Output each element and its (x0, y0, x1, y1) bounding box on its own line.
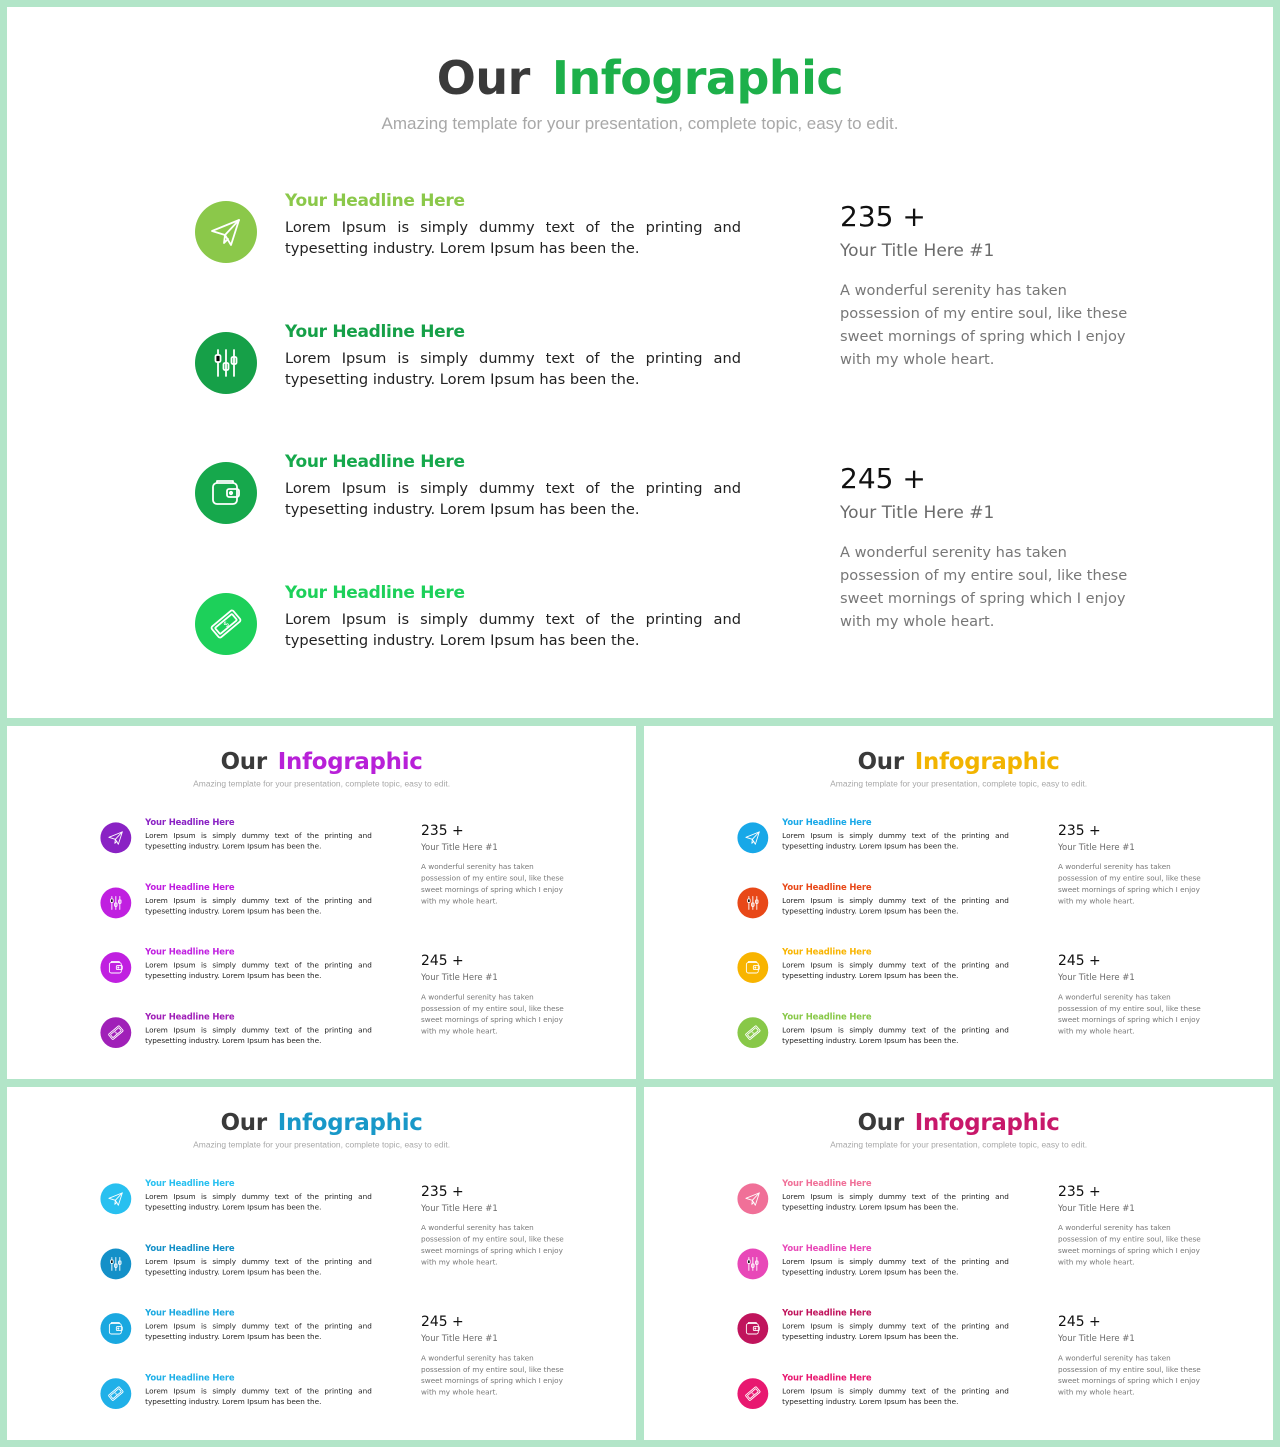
title-part-2: Infographic (277, 747, 423, 775)
item-headline: Your Headline Here (145, 1012, 235, 1023)
feature-item (737, 1243, 1015, 1289)
item-text: Lorem Ipsum is simply dummy text of the printing and typesetting industry. Lorem Ipsum has been the. (145, 896, 372, 916)
item-text: Lorem Ipsum is simply dummy text of the printing and typesetting industry. Lorem Ipsum has been the. (285, 611, 741, 649)
stat-number: 235 + (421, 1182, 464, 1200)
slide-content (7, 7, 1273, 718)
sliders-icon (737, 1249, 768, 1280)
feature-item (100, 882, 378, 928)
feature-item (100, 817, 378, 862)
stat-description: A wonderful serenity has taken possession of my entire soul, like these sweet mornings of spring which I enjoy with my whole heart. (840, 544, 1128, 630)
item-text: Lorem Ipsum is simply dummy text of the printing and typesetting industry. Lorem Ipsum has been the. (782, 1192, 1009, 1212)
stat-number: 235 + (1058, 821, 1101, 839)
stat-number: 235 + (840, 200, 926, 233)
slide-blue (7, 1087, 636, 1440)
item-text: Lorem Ipsum is simply dummy text of the printing and typesetting industry. Lorem Ipsum has been the. (782, 831, 1009, 851)
title-part-1: Our (857, 747, 904, 775)
item-headline: Your Headline Here (782, 1243, 872, 1254)
feature-item (737, 817, 1015, 862)
feature-item (100, 1373, 378, 1418)
stat-title: Your Title Here #1 (1058, 1203, 1135, 1214)
feature-item (737, 1012, 1015, 1057)
stat-title: Your Title Here #1 (421, 1203, 498, 1214)
item-text: Lorem Ipsum is simply dummy text of the printing and typesetting industry. Lorem Ipsum has been the. (145, 1322, 372, 1341)
item-headline: Your Headline Here (145, 1243, 235, 1254)
item-text: Lorem Ipsum is simply dummy text of the printing and typesetting industry. Lorem Ipsum has been the. (782, 1322, 1009, 1341)
paper-plane-icon (195, 201, 257, 263)
item-headline: Your Headline Here (145, 1373, 235, 1384)
paper-plane-icon (100, 1183, 131, 1214)
stat-block (1058, 1313, 1207, 1398)
item-headline: Your Headline Here (285, 583, 465, 603)
item-headline: Your Headline Here (782, 1308, 872, 1319)
feature-item (100, 947, 378, 992)
slide-main (7, 7, 1273, 718)
item-headline: Your Headline Here (285, 452, 465, 472)
stat-block (421, 822, 570, 907)
item-headline: Your Headline Here (145, 1308, 235, 1319)
stat-number: 235 + (1058, 1182, 1101, 1200)
title-part-2: Infographic (914, 747, 1060, 775)
item-text: Lorem Ipsum is simply dummy text of the printing and typesetting industry. Lorem Ipsum has been the. (782, 1387, 1009, 1407)
wallet-icon (737, 1313, 768, 1344)
svg-text:$: $ (113, 1390, 119, 1397)
slide-yellow (644, 726, 1273, 1079)
stat-block (421, 1183, 570, 1268)
feature-item (100, 1243, 378, 1289)
slide-title (7, 749, 636, 774)
item-headline: Your Headline Here (285, 191, 465, 211)
stat-number: 235 + (421, 821, 464, 839)
item-headline: Your Headline Here (782, 1178, 872, 1189)
slide-subtitle: Amazing template for your presentation, complete topic, easy to edit. (193, 779, 451, 789)
slide-title (7, 53, 1273, 104)
feature-item (195, 191, 755, 281)
item-headline: Your Headline Here (782, 882, 872, 893)
stat-title: Your Title Here #1 (421, 1333, 498, 1344)
slide-title (7, 1110, 636, 1135)
title-part-2: Infographic (551, 51, 844, 105)
slide-content (644, 1087, 1273, 1440)
item-headline: Your Headline Here (145, 817, 235, 828)
item-text: Lorem Ipsum is simply dummy text of the printing and typesetting industry. Lorem Ipsum has been the. (285, 350, 741, 388)
stat-title: Your Title Here #1 (1058, 1333, 1135, 1344)
money-icon (737, 1378, 768, 1409)
title-part-1: Our (220, 747, 267, 775)
svg-text:$: $ (750, 1029, 756, 1036)
slide-pink (644, 1087, 1273, 1440)
slide-subtitle: Amazing template for your presentation, complete topic, easy to edit. (381, 114, 899, 133)
slide-content (7, 726, 636, 1079)
item-headline: Your Headline Here (782, 1012, 872, 1023)
item-text: Lorem Ipsum is simply dummy text of the printing and typesetting industry. Lorem Ipsum has been the. (145, 1257, 372, 1277)
title-part-2: Infographic (277, 1108, 423, 1136)
stat-number: 245 + (1058, 952, 1101, 969)
slide-title (644, 1110, 1273, 1135)
paper-plane-icon (737, 822, 768, 853)
stat-block (1058, 822, 1207, 907)
stat-block (1058, 952, 1207, 1037)
stat-block (1058, 1183, 1207, 1268)
item-text: Lorem Ipsum is simply dummy text of the printing and typesetting industry. Lorem Ipsum has been the. (782, 896, 1009, 916)
stat-title: Your Title Here #1 (1058, 972, 1135, 983)
feature-item (737, 1178, 1015, 1223)
title-part-1: Our (857, 1108, 904, 1136)
slide-title (644, 749, 1273, 774)
stat-description: A wonderful serenity has taken possession of my entire soul, like these sweet mornings of spring which I enjoy with my whole heart. (421, 1223, 564, 1267)
stat-title: Your Title Here #1 (840, 241, 995, 261)
paper-plane-icon (100, 822, 131, 853)
svg-text:$: $ (750, 1390, 756, 1397)
sliders-icon (737, 888, 768, 919)
item-text: Lorem Ipsum is simply dummy text of the printing and typesetting industry. Lorem Ipsum has been the. (782, 1026, 1009, 1046)
stat-block (421, 1313, 570, 1398)
item-headline: Your Headline Here (145, 882, 235, 893)
stat-description: A wonderful serenity has taken possession of my entire soul, like these sweet mornings of spring which I enjoy with my whole heart. (421, 1353, 564, 1397)
slide-subtitle: Amazing template for your presentation, complete topic, easy to edit. (193, 1140, 451, 1150)
feature-item (737, 1308, 1015, 1353)
feature-item (100, 1178, 378, 1223)
stat-block (840, 462, 1140, 633)
feature-item (100, 1308, 378, 1353)
svg-text:$: $ (113, 1029, 119, 1036)
item-text: Lorem Ipsum is simply dummy text of the printing and typesetting industry. Lorem Ipsum has been the. (145, 831, 372, 851)
stat-title: Your Title Here #1 (421, 972, 498, 983)
stat-number: 245 + (421, 1313, 464, 1330)
title-part-2: Infographic (914, 1108, 1060, 1136)
stat-block (840, 200, 1140, 371)
stat-title: Your Title Here #1 (840, 503, 995, 523)
stat-block (421, 952, 570, 1037)
stat-description: A wonderful serenity has taken possession of my entire soul, like these sweet mornings of spring which I enjoy with my whole heart. (840, 282, 1128, 368)
title-part-1: Our (436, 51, 530, 105)
stat-number: 245 + (840, 462, 926, 495)
stat-number: 245 + (1058, 1313, 1101, 1330)
wallet-icon (100, 1313, 131, 1344)
feature-item (737, 947, 1015, 992)
stat-description: A wonderful serenity has taken possession of my entire soul, like these sweet mornings of spring which I enjoy with my whole heart. (1058, 992, 1201, 1036)
stat-title: Your Title Here #1 (421, 842, 498, 853)
feature-item (737, 1373, 1015, 1418)
item-headline: Your Headline Here (285, 322, 465, 342)
slide-content (7, 1087, 636, 1440)
money-icon (100, 1378, 131, 1409)
item-text: Lorem Ipsum is simply dummy text of the printing and typesetting industry. Lorem Ipsum has been the. (782, 1257, 1009, 1277)
stat-description: A wonderful serenity has taken possession of my entire soul, like these sweet mornings of spring which I enjoy with my whole heart. (421, 862, 564, 906)
feature-item (195, 322, 755, 412)
wallet-icon (195, 462, 257, 524)
feature-item (737, 882, 1015, 928)
item-headline: Your Headline Here (782, 947, 872, 958)
item-text: Lorem Ipsum is simply dummy text of the printing and typesetting industry. Lorem Ipsum has been the. (145, 961, 372, 980)
item-text: Lorem Ipsum is simply dummy text of the printing and typesetting industry. Lorem Ipsum has been the. (145, 1026, 372, 1046)
title-part-1: Our (220, 1108, 267, 1136)
stat-number: 245 + (421, 952, 464, 969)
sliders-icon (100, 888, 131, 919)
item-text: Lorem Ipsum is simply dummy text of the printing and typesetting industry. Lorem Ipsum has been the. (145, 1387, 372, 1407)
slide-content (644, 726, 1273, 1079)
item-text: Lorem Ipsum is simply dummy text of the printing and typesetting industry. Lorem Ipsum has been the. (145, 1192, 372, 1212)
item-headline: Your Headline Here (782, 817, 872, 828)
stat-title: Your Title Here #1 (1058, 842, 1135, 853)
stat-description: A wonderful serenity has taken possession of my entire soul, like these sweet mornings of spring which I enjoy with my whole heart. (421, 992, 564, 1036)
slide-purple (7, 726, 636, 1079)
stat-description: A wonderful serenity has taken possession of my entire soul, like these sweet mornings of spring which I enjoy with my whole heart. (1058, 1223, 1201, 1267)
stat-description: A wonderful serenity has taken possession of my entire soul, like these sweet mornings of spring which I enjoy with my whole heart. (1058, 1353, 1201, 1397)
feature-item (195, 452, 755, 542)
money-icon (195, 593, 257, 655)
item-headline: Your Headline Here (782, 1373, 872, 1384)
svg-text:$: $ (221, 619, 232, 630)
wallet-icon (100, 952, 131, 983)
paper-plane-icon (737, 1183, 768, 1214)
money-icon (100, 1017, 131, 1048)
item-headline: Your Headline Here (145, 1178, 235, 1189)
item-text: Lorem Ipsum is simply dummy text of the printing and typesetting industry. Lorem Ipsum has been the. (782, 961, 1009, 980)
sliders-icon (100, 1249, 131, 1280)
feature-item (100, 1012, 378, 1057)
money-icon (737, 1017, 768, 1048)
slide-subtitle: Amazing template for your presentation, complete topic, easy to edit. (830, 1140, 1088, 1150)
wallet-icon (737, 952, 768, 983)
sliders-icon (195, 332, 257, 394)
slide-subtitle: Amazing template for your presentation, complete topic, easy to edit. (830, 779, 1088, 789)
item-text: Lorem Ipsum is simply dummy text of the printing and typesetting industry. Lorem Ipsum has been the. (285, 219, 741, 257)
item-headline: Your Headline Here (145, 947, 235, 958)
item-text: Lorem Ipsum is simply dummy text of the printing and typesetting industry. Lorem Ipsum has been the. (285, 480, 741, 518)
stat-description: A wonderful serenity has taken possession of my entire soul, like these sweet mornings of spring which I enjoy with my whole heart. (1058, 862, 1201, 906)
feature-item (195, 583, 755, 673)
